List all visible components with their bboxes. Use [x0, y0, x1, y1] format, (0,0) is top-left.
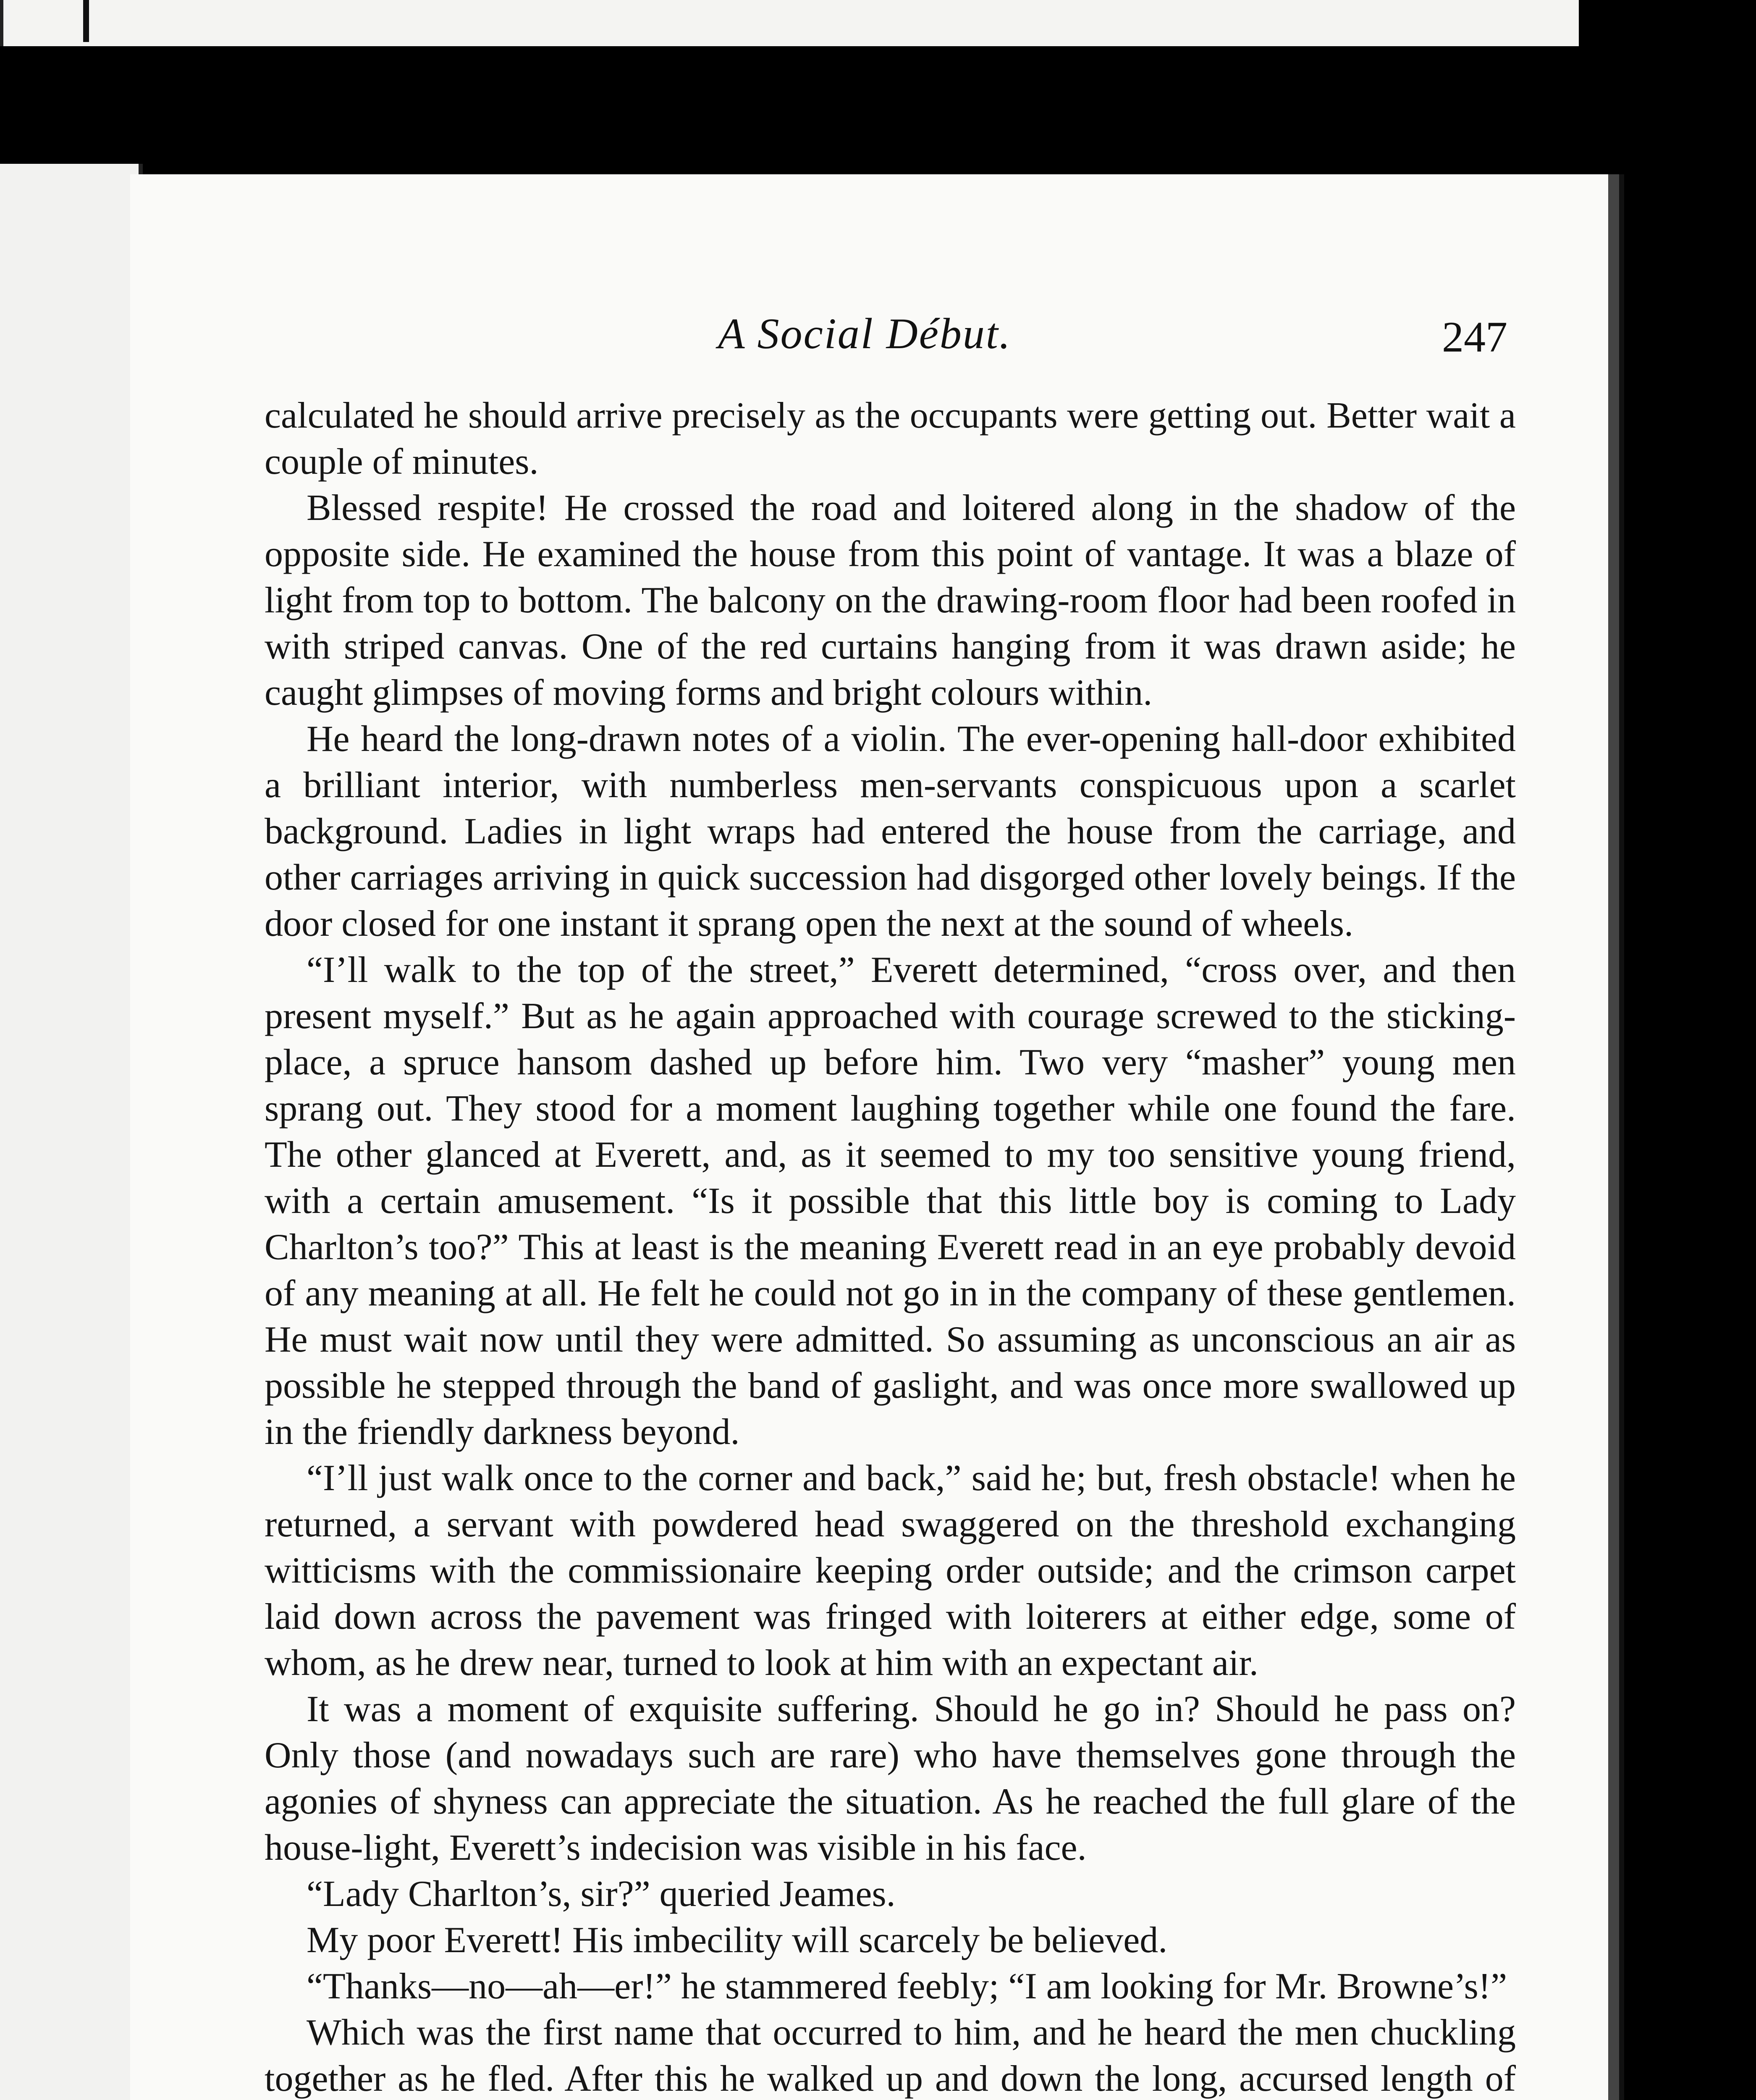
paragraph: “Lady Charlton’s, sir?” queried Jeames.	[307, 1874, 896, 1914]
page-number: 247	[1442, 313, 1507, 361]
previous-page-strip	[0, 0, 1579, 46]
text-body	[265, 393, 1516, 2100]
paragraph: “I’ll walk to the top of the street,” Everett determined, “cross over, and then present myself.” But as he again approached with courage screwed to the sticking-place, a spruce hansom dashed up before him. Two very “masher” young men sprang out. They stood for a moment laughing together while one found the fare. The other glanced at Everett, and, as it seemed to my too sensitive young friend, with a certain amusement. “Is it possible that this little boy is coming to Lady Charlton’s too?” This at least is the meaning Everett read in an eye probably devoid of any meaning at all. He felt he could not go in in the company of these gentlemen. He must wait now until they were admitted. So assuming as unconscious an air as possible he stepped through the band of gaslight, and was once more swallowed up in the friendly darkness beyond.	[265, 950, 1516, 1452]
paragraph: “I’ll just walk once to the corner and back,” said he; but, fresh obstacle! when he returned, a servant with powdered head swaggered on the threshold exchanging witticisms with the commissionaire keeping order outside; and the crimson carpet laid down across the pavement was fringed with loiterers at either edge, some of whom, as he drew near, turned to look at him with an expectant air.	[265, 1458, 1516, 1683]
paragraph: My poor Everett! His imbecility will scarcely be believed.	[307, 1920, 1168, 1961]
paragraph: He heard the long-drawn notes of a violin. The ever-opening hall-door exhibited a brilliant interior, with numberless men-servants conspicuous upon a scarlet background. Ladies in light wraps had entered the house from the carriage, and other carriages arriving in quick succession had disgorged other lovely beings. If the door closed for one instant it sprang open the next at the sound of wheels.	[265, 719, 1516, 944]
paragraph: Which was the first name that occurred to him, and he heard the men chuckling together as he fled. After this he walked up and down the long, accursed length of	[265, 2012, 1516, 2099]
facing-page-edge	[0, 164, 143, 2100]
running-head	[130, 309, 1608, 368]
paragraph: It was a moment of exquisite suffering. Should he go in? Should he pass on? Only those (and nowadays such are rare) who have themselves gone through the agonies of shyness can appreciate the situation. As he reached the full glare of the house-light, Everett’s indecision was visible in his face.	[265, 1689, 1516, 1868]
book-page	[130, 174, 1608, 2100]
paragraph: calculated he should arrive precisely as the occupants were getting out. Better wait a couple of minutes.	[265, 395, 1516, 482]
paragraph: “Thanks—no—ah—er!” he stammered feebly; “I am looking for Mr. Browne’s!”	[307, 1966, 1507, 2007]
running-title: A Social Début.	[718, 310, 1012, 358]
page-edge-line	[83, 0, 89, 42]
paragraph: Blessed respite! He crossed the road and loitered along in the shadow of the opposite side. He examined the house from this point of vantage. It was a blaze of light from top to bottom. The balcony on the drawing-room floor had been roofed in with striped canvas. One of the red curtains hanging from it was drawn aside; he caught glimpses of moving forms and bright colours within.	[265, 488, 1516, 713]
